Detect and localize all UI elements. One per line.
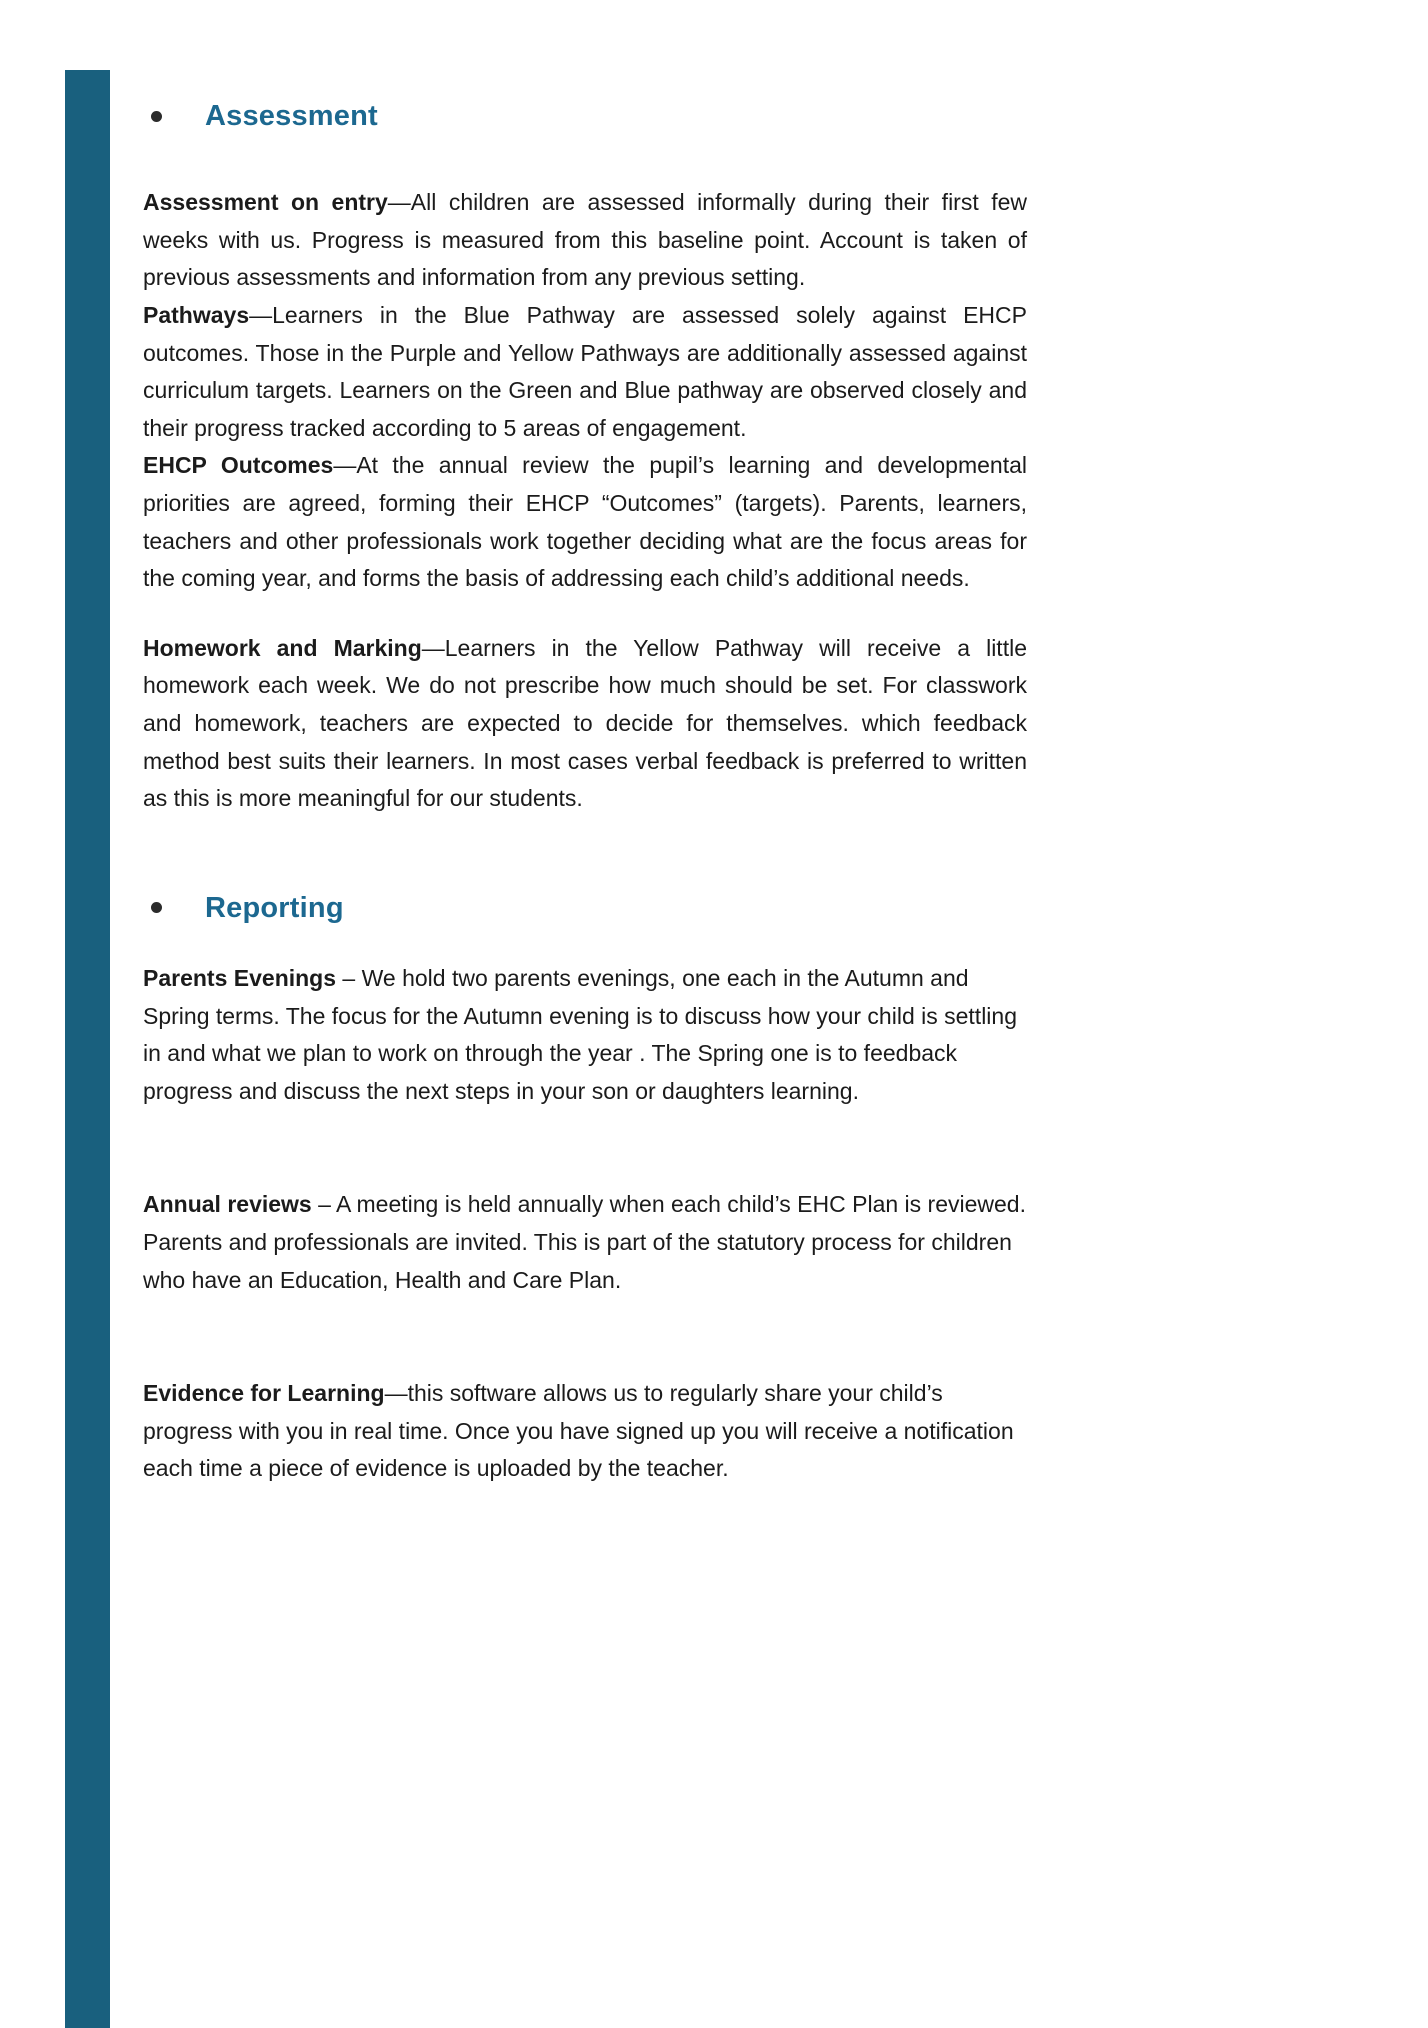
paragraph-lead: EHCP Outcomes — [143, 452, 334, 479]
paragraph-homework-and-marking — [143, 630, 1027, 818]
paragraph-body: – A meeting is held annually when each child’s EHC Plan is reviewed. Parents and professionals are invited. This is part of the statutory process for children who have an Education, Health and Care Plan. — [143, 1191, 1026, 1293]
paragraph-lead: Evidence for Learning — [143, 1380, 385, 1407]
paragraph-body: —At the annual review the pupil’s learning and developmental priorities are agreed, forming their EHCP “Outcomes” (targets). Parents, learners, teachers and other professionals work together deciding what are the focus areas for the coming year, and forms the basis of addressing each child’s additional needs. — [143, 452, 1027, 592]
paragraph-annual-reviews — [143, 1186, 1027, 1299]
paragraph-body: —this software allows us to regularly share your child’s progress with you in real time. Once you have signed up you will receive a notification each time a piece of evidence is uploaded by the teacher. — [143, 1380, 1014, 1482]
section-title-reporting: Reporting — [205, 891, 344, 924]
paragraph-ehcp-outcomes — [143, 447, 1027, 597]
paragraph-body: —Learners in the Blue Pathway are assessed solely against EHCP outcomes. Those in the Purple and Yellow Pathways are additionally assessed against curriculum targets. Learners on the Green and Blue pathway are observed closely and their progress tracked according to 5 areas of engagement. — [143, 302, 1027, 441]
paragraph-lead: Pathways — [143, 302, 250, 329]
page-content — [143, 98, 1027, 1488]
paragraph-parents-evenings — [143, 960, 1027, 1110]
section-heading-assessment — [143, 98, 1027, 134]
paragraph-body: – We hold two parents evenings, one each in the Autumn and Spring terms. The focus for the Autumn evening is to discuss how your child is settling in and what we plan to work on through the year . The Spring one is to feedback progress and discuss the next steps in your son or daughters learning. — [143, 965, 1017, 1104]
bullet-icon — [151, 111, 162, 122]
paragraph-body: —Learners in the Yellow Pathway will receive a little homework each week. We do not prescribe how much should be set. For classwork and homework, teachers are expected to decide for themselves. which feedback method best suits their learners. In most cases verbal feedback is preferred to written as this is more meaningful for our students. — [143, 634, 1027, 812]
paragraph-lead: Homework and Marking — [143, 634, 422, 661]
paragraph-evidence-for-learning — [143, 1375, 1027, 1488]
paragraph-pathways — [143, 297, 1027, 447]
paragraph-lead: Assessment on entry — [143, 189, 388, 216]
paragraph-lead: Parents Evenings — [143, 965, 337, 991]
left-accent-bar — [65, 70, 110, 2028]
paragraph-body: —All children are assessed informally during their first few weeks with us. Progress is measured from this baseline point. Account is taken of previous assessments and information from any previous setting. — [143, 189, 1027, 291]
section-heading-reporting — [143, 890, 1027, 926]
bullet-icon — [151, 902, 162, 913]
section-title-assessment: Assessment — [205, 100, 378, 132]
paragraph-lead: Annual reviews — [143, 1191, 312, 1218]
paragraph-assessment-on-entry — [143, 184, 1027, 297]
